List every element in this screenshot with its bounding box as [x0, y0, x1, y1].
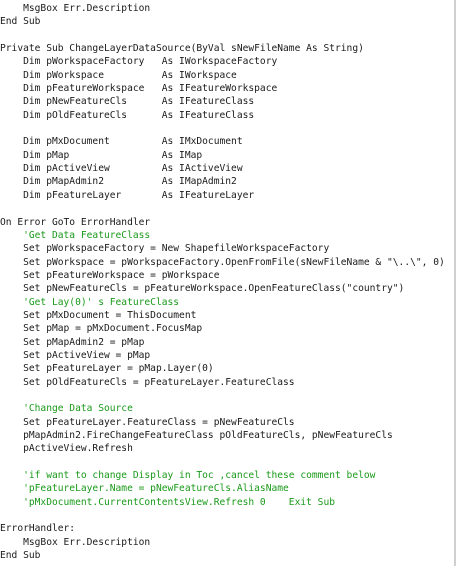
code-line: Set pActiveView = pMap [0, 349, 151, 361]
code-line: End Sub [0, 16, 41, 28]
blank-line [0, 29, 454, 42]
code-comment-line: 'if want to change Display in Toc ,cancel these comment below [0, 470, 376, 482]
blank-line [0, 509, 454, 522]
code-comment-line: 'pMxDocument.CurrentContentsView.Refresh 0 Exit Sub [0, 496, 336, 508]
code-line: Set pOldFeatureCls = pFeatureLayer.FeatureClass [0, 376, 295, 388]
code-comment-line: 'Change Data Source [0, 403, 133, 415]
code-line: Dim pFeatureWorkspace As IFeatureWorkspace [0, 83, 278, 95]
code-line: Set pWorkspace = pWorkspaceFactory.OpenFromFile(sNewFileName & "\..\", 0) [0, 256, 445, 268]
code-line: Set pMap = pMxDocument.FocusMap [0, 323, 203, 335]
code-line: Set pFeatureLayer.FeatureClass = pNewFeatureCls [0, 416, 295, 428]
code-line: Set pNewFeatureCls = pFeatureWorkspace.OpenFeatureClass("country") [0, 283, 405, 295]
code-line: pMapAdmin2.FireChangeFeatureClass pOldFeatureCls, pNewFeatureCls [0, 430, 393, 441]
blank-line [0, 389, 454, 402]
code-line: Set pFeatureLayer = pMap.Layer(0) [0, 363, 214, 375]
code-line: Set pWorkspaceFactory = New ShapefileWorkspaceFactory [0, 243, 330, 255]
code-line: Dim pFeatureLayer As IFeatureLayer [0, 189, 255, 201]
code-line: Set pFeatureWorkspace = pWorkspace [0, 269, 220, 281]
code-line: Dim pOldFeatureCls As IFeatureClass [0, 109, 255, 121]
code-line: On Error GoTo ErrorHandler [0, 216, 151, 228]
code-line: Dim pWorkspaceFactory As IWorkspaceFactory [0, 56, 278, 68]
code-line: pActiveView.Refresh [0, 443, 133, 455]
code-line: Dim pActiveView As IActiveView [0, 163, 243, 175]
code-line: ErrorHandler: [0, 523, 76, 535]
code-line: Dim pNewFeatureCls As IFeatureClass [0, 96, 255, 108]
code-line: Dim pMxDocument As IMxDocument [0, 136, 243, 148]
code-comment-line: 'Get Lay(0)' s FeatureClass [0, 296, 180, 308]
code-line: End Sub [0, 550, 41, 562]
code-line: Dim pMapAdmin2 As IMapAdmin2 [0, 176, 237, 188]
code-comment-line: 'Get Data FeatureClass [0, 229, 151, 241]
code-line: MsgBox Err.Description [0, 536, 151, 548]
blank-line [0, 122, 454, 135]
code-line: MsgBox Err.Description [0, 3, 151, 14]
code-line: Dim pWorkspace As IWorkspace [0, 69, 237, 81]
blank-line [0, 202, 454, 215]
code-line: Private Sub ChangeLayerDataSource(ByVal sNewFileName As String) [0, 43, 364, 55]
code-line: Set pMxDocument = ThisDocument [0, 309, 197, 321]
code-comment-line: 'pFeatureLayer.Name = pNewFeatureCls.AliasName [0, 483, 289, 495]
code-line: Set pMapAdmin2 = pMap [0, 336, 145, 348]
code-line: Dim pMap As IMap [0, 149, 203, 161]
blank-line [0, 456, 454, 469]
